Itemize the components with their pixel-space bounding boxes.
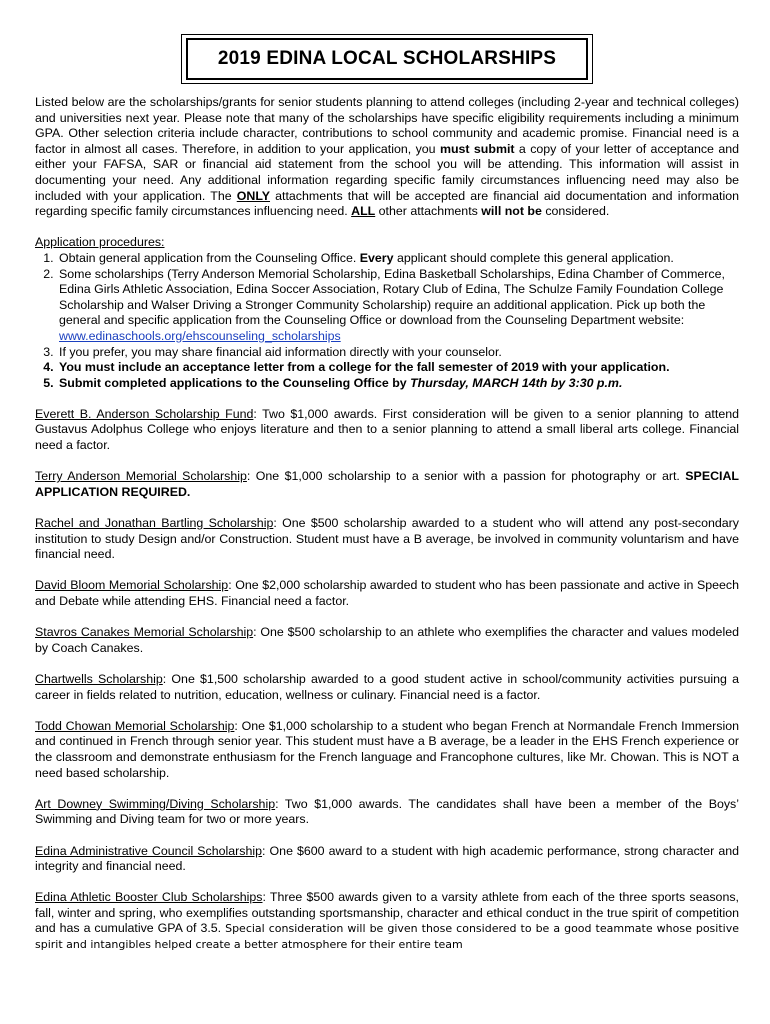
scholarship-description: : One $500 scholarship awarded to a student who will attend any post-secondary institution to study Design and/or Construction. Student must have a B average, be involved in community voluntarism and have financial need.	[35, 516, 739, 562]
procedure-item-3	[57, 345, 739, 361]
procedures-list	[35, 251, 739, 391]
scholarship-name: Todd Chowan Memorial Scholarship	[35, 718, 235, 733]
page-title: 2019 EDINA LOCAL SCHOLARSHIPS	[186, 38, 588, 80]
procedure-item-1	[57, 251, 739, 267]
procedure-5-text: Submit completed applications to the Counseling Office by	[59, 375, 411, 390]
procedure-1-every: Every	[359, 250, 394, 265]
scholarship-chartwells	[35, 672, 739, 703]
scholarship-canakes	[35, 625, 739, 656]
intro-text-3: attachments that will be accepted are financial aid documentation and information regarding specific family circumstances influencing need.	[35, 188, 739, 219]
intro-must-submit: must submit	[439, 141, 515, 156]
intro-only: ONLY	[236, 188, 271, 203]
scholarship-description: : Three $500 awards given to a varsity athlete from each of the three sports seasons, fall, winter and spring, who exemplifies outstanding sportsmanship, character and ethical conduct in the true spirit of competition and has a cumulative GPA of 3.5.	[35, 890, 739, 936]
scholarship-admin-council	[35, 844, 739, 875]
scholarship-description: : One $1,500 scholarship awarded to a good student active in school/community activities pursuing a career in fields related to nutrition, education, wellness or culinary. Financial need is a factor.	[35, 671, 739, 702]
scholarship-description: : One $600 award to a student with high academic performance, strong character and integrity and financial need.	[35, 843, 739, 874]
intro-text-5: considered.	[541, 204, 610, 219]
scholarship-name: Art Downey Swimming/Diving Scholarship	[35, 796, 276, 811]
scholarship-name: Everett B. Anderson Scholarship Fund	[35, 406, 254, 421]
scholarship-bartling	[35, 516, 739, 563]
scholarship-description: : Two $1,000 awards. First consideration will be given to a senior planning to attend Gustavus Adolphus College who enjoys literature and then to a senior planning to attend a small liberal arts college. Financial need a factor.	[35, 406, 739, 453]
intro-text-1: Listed below are the scholarships/grants for senior students planning to attend colleges (including 2-year and technical colleges) and universities next year. Please note that many of the scholarships have specific eligibility requirements including a minimum GPA. Other selection criteria include character, contributions to school community and academic promise. Financial need is a factor in almost all cases. Therefore, in addition to your application, you	[35, 95, 739, 156]
special-application-note: SPECIAL APPLICATION REQUIRED.	[35, 469, 739, 499]
scholarship-name: Rachel and Jonathan Bartling Scholarship	[35, 516, 274, 531]
procedure-3-text: If you prefer, you may share financial aid information directly with your counselor.	[59, 344, 502, 359]
scholarship-description-tail: Special consideration will be given those considered to be a good teammate whose positive spirit and intangibles helped create a better atmosphere for their entire team	[35, 922, 739, 952]
scholarship-bloom	[35, 578, 739, 609]
scholarship-name: Edina Athletic Booster Club Scholarships	[35, 890, 263, 905]
procedure-5-deadline: Thursday, MARCH 14th by 3:30 p.m.	[410, 375, 623, 390]
scholarship-description: : One $1,000 scholarship to a student who began French at Normandale French Immersion and continued in French through senior year. This student must have a B average, be a leader in the EHS French experience or the classroom and demonstrate enthusiasm for the French language and Francophone cultures, like Mr. Chowan. This is NOT a need based scholarship.	[35, 718, 739, 780]
scholarship-terry-anderson	[35, 469, 739, 500]
scholarship-name: Edina Administrative Council Scholarship	[35, 843, 263, 858]
scholarship-name: David Bloom Memorial Scholarship	[35, 578, 229, 593]
scholarship-chowan	[35, 719, 739, 781]
scholarship-description: : One $500 scholarship to an athlete who exemplifies the character and values modeled by Coach Canakes.	[35, 625, 739, 655]
document-body	[35, 95, 739, 968]
procedure-1-text-a: Obtain general application from the Counseling Office.	[59, 250, 360, 265]
scholarship-name: Terry Anderson Memorial Scholarship	[35, 469, 247, 484]
scholarship-everett-anderson	[35, 407, 739, 454]
title-box	[181, 34, 593, 84]
procedure-item-2	[57, 267, 739, 345]
intro-will-not-be: will not be	[481, 204, 542, 219]
scholarship-booster-club	[35, 890, 739, 952]
procedure-item-4	[57, 360, 739, 376]
scholarship-description: : Two $1,000 awards. The candidates shall have been a member of the Boys’ Swimming and Diving team for two or more years.	[35, 796, 739, 827]
intro-text-4: other attachments	[375, 204, 482, 219]
intro-all: ALL	[351, 204, 376, 219]
procedure-2-text: Some scholarships (Terry Anderson Memorial Scholarship, Edina Basketball Scholarships, Edina Chamber of Commerce, Edina Girls Athletic Association, Edina Soccer Association, Rotary Club of Edina, The Schulze Family Foundation College Scholarship and Walser Driving a Stronger Community Scholarship) require an additional application. Pick up both the general and specific application from the Counseling Office or download from the Counseling Department website:	[59, 266, 725, 328]
procedure-1-text-b: applicant should complete this general application.	[393, 250, 674, 265]
intro-text-2: a copy of your letter of acceptance and either your FAFSA, SAR or financial aid statement from the school you will be attending. This information will assist in documenting your need. Any additional information regarding specific family circumstances influencing need may also be included with your application. The	[35, 141, 739, 203]
procedure-item-5	[57, 376, 739, 392]
scholarship-downey	[35, 797, 739, 828]
scholarship-name: Chartwells Scholarship	[35, 671, 163, 686]
procedure-4-text: You must include an acceptance letter from a college for the fall semester of 2019 with your application.	[59, 360, 670, 375]
scholarship-description: : One $2,000 scholarship awarded to student who has been passionate and active in Speech and Debate while attending EHS. Financial need a factor.	[35, 578, 739, 608]
scholarship-name: Stavros Canakes Memorial Scholarship	[35, 625, 254, 640]
intro-paragraph	[35, 95, 739, 220]
scholarships-website-link[interactable]: www.edinaschools.org/ehscounseling_scholarships	[59, 328, 341, 343]
procedures-heading: Application procedures:	[35, 235, 165, 250]
scholarship-description: : One $1,000 scholarship to a senior with a passion for photography or art.	[246, 469, 686, 484]
